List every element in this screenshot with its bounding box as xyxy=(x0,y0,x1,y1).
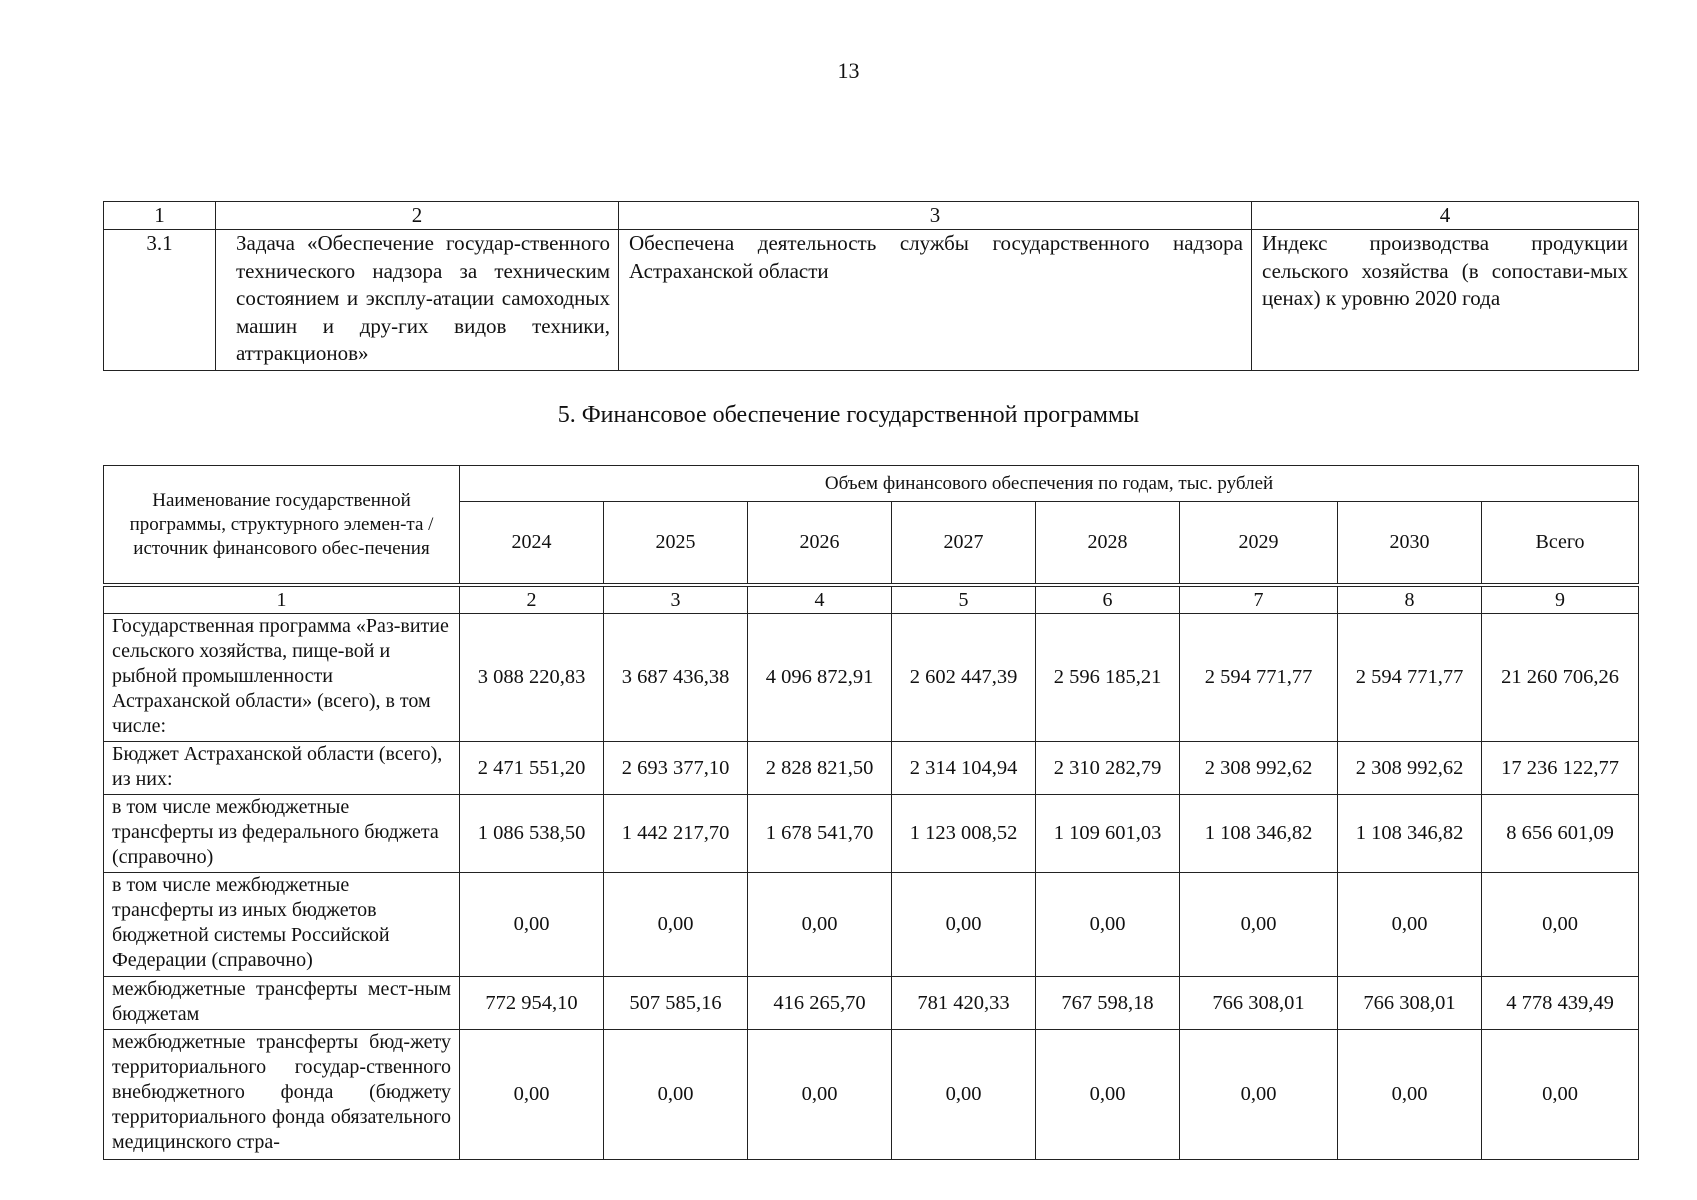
column-number-cell: 5 xyxy=(892,587,1036,614)
value-cell: 1 678 541,70 xyxy=(748,795,892,873)
table-row xyxy=(104,977,1639,1030)
table-row xyxy=(104,742,1639,795)
page-number: 13 xyxy=(837,58,860,83)
column-number-cell: 3 xyxy=(619,202,1252,230)
value-cell: 4 096 872,91 xyxy=(748,614,892,742)
value-cell: 0,00 xyxy=(604,873,748,977)
value-cell: 2 602 447,39 xyxy=(892,614,1036,742)
column-number-cell: 4 xyxy=(1252,202,1639,230)
column-number-cell: 1 xyxy=(104,202,216,230)
value-cell: 2 828 821,50 xyxy=(748,742,892,795)
total-header: Всего xyxy=(1482,502,1639,584)
indicators-header-row xyxy=(104,202,1639,230)
indicator-cell: Индекс производства продукции сельского хозяйства (в сопостави-мых ценах) к уровню 2020 года xyxy=(1252,230,1639,371)
column-number-cell: 3 xyxy=(604,587,748,614)
value-cell: 1 108 346,82 xyxy=(1338,795,1482,873)
table-row xyxy=(104,795,1639,873)
row-label: межбюджетные трансферты мест-ным бюджетам xyxy=(104,977,460,1030)
name-header: Наименование государственной программы, структурного элемен-та / источник финансового обес-печения xyxy=(104,466,460,584)
value-cell: 2 596 185,21 xyxy=(1036,614,1180,742)
task-cell: Задача «Обеспечение государ-ственного технического надзора за техническим состоянием и эксплу-атации самоходных машин и дру-гих видов техники, аттракционов» xyxy=(216,230,619,371)
table-row xyxy=(104,1030,1639,1160)
total-cell: 17 236 122,77 xyxy=(1482,742,1639,795)
value-cell: 0,00 xyxy=(748,873,892,977)
value-cell: 1 123 008,52 xyxy=(892,795,1036,873)
value-cell: 1 109 601,03 xyxy=(1036,795,1180,873)
value-cell: 2 594 771,77 xyxy=(1338,614,1482,742)
value-cell: 781 420,33 xyxy=(892,977,1036,1030)
value-cell: 766 308,01 xyxy=(1338,977,1482,1030)
indicators-table xyxy=(103,201,1639,371)
year-header: 2024 xyxy=(460,502,604,584)
value-cell: 0,00 xyxy=(604,1030,748,1160)
value-cell: 0,00 xyxy=(1036,1030,1180,1160)
value-cell: 2 310 282,79 xyxy=(1036,742,1180,795)
value-cell: 3 088 220,83 xyxy=(460,614,604,742)
value-cell: 0,00 xyxy=(460,873,604,977)
column-numbers-row xyxy=(104,587,1639,614)
value-cell: 3 687 436,38 xyxy=(604,614,748,742)
total-cell: 0,00 xyxy=(1482,1030,1639,1160)
column-number-cell: 9 xyxy=(1482,587,1639,614)
year-header: 2026 xyxy=(748,502,892,584)
table-row xyxy=(104,230,1639,371)
row-number: 3.1 xyxy=(104,230,216,371)
value-cell: 0,00 xyxy=(748,1030,892,1160)
total-cell: 21 260 706,26 xyxy=(1482,614,1639,742)
value-cell: 2 314 104,94 xyxy=(892,742,1036,795)
financing-header-row xyxy=(104,466,1639,502)
total-cell: 0,00 xyxy=(1482,873,1639,977)
value-cell: 2 693 377,10 xyxy=(604,742,748,795)
value-cell: 0,00 xyxy=(892,873,1036,977)
year-header: 2029 xyxy=(1180,502,1338,584)
column-number-cell: 8 xyxy=(1338,587,1482,614)
financing-table xyxy=(103,465,1639,1160)
value-cell: 0,00 xyxy=(892,1030,1036,1160)
table-row xyxy=(104,614,1639,742)
value-cell: 2 471 551,20 xyxy=(460,742,604,795)
value-cell: 0,00 xyxy=(1036,873,1180,977)
value-cell: 416 265,70 xyxy=(748,977,892,1030)
value-cell: 1 108 346,82 xyxy=(1180,795,1338,873)
value-cell: 0,00 xyxy=(1338,1030,1482,1160)
column-number-cell: 1 xyxy=(104,587,460,614)
value-cell: 1 442 217,70 xyxy=(604,795,748,873)
column-number-cell: 4 xyxy=(748,587,892,614)
column-number-cell: 2 xyxy=(216,202,619,230)
volume-header: Объем финансового обеспечения по годам, тыс. рублей xyxy=(460,466,1639,502)
table-row xyxy=(104,873,1639,977)
year-header: 2028 xyxy=(1036,502,1180,584)
value-cell: 0,00 xyxy=(460,1030,604,1160)
column-number-cell: 2 xyxy=(460,587,604,614)
row-label: в том числе межбюджетные трансферты из федерального бюджета (справочно) xyxy=(104,795,460,873)
total-cell: 4 778 439,49 xyxy=(1482,977,1639,1030)
row-label: в том числе межбюджетные трансферты из иных бюджетов бюджетной системы Российской Федерации (справочно) xyxy=(104,873,460,977)
value-cell: 2 308 992,62 xyxy=(1338,742,1482,795)
total-cell: 8 656 601,09 xyxy=(1482,795,1639,873)
value-cell: 507 585,16 xyxy=(604,977,748,1030)
value-cell: 2 308 992,62 xyxy=(1180,742,1338,795)
value-cell: 0,00 xyxy=(1338,873,1482,977)
row-label: Бюджет Астраханской области (всего), из них: xyxy=(104,742,460,795)
column-number-cell: 7 xyxy=(1180,587,1338,614)
year-header: 2027 xyxy=(892,502,1036,584)
year-header: 2030 xyxy=(1338,502,1482,584)
value-cell: 767 598,18 xyxy=(1036,977,1180,1030)
year-header: 2025 xyxy=(604,502,748,584)
value-cell: 2 594 771,77 xyxy=(1180,614,1338,742)
section-title: 5. Финансовое обеспечение государственной программы xyxy=(557,402,1140,428)
row-label: межбюджетные трансферты бюд-жету территориального государ-ственного внебюджетного фонда (бюджету территориального фонда обязательного медицинского стра- xyxy=(104,1030,460,1160)
row-label: Государственная программа «Раз-витие сельского хозяйства, пище-вой и рыбной промышленности Астраханской области» (всего), в том числе: xyxy=(104,614,460,742)
value-cell: 772 954,10 xyxy=(460,977,604,1030)
value-cell: 0,00 xyxy=(1180,1030,1338,1160)
result-cell: Обеспечена деятельность службы государственного надзора Астраханской области xyxy=(619,230,1252,371)
value-cell: 766 308,01 xyxy=(1180,977,1338,1030)
column-number-cell: 6 xyxy=(1036,587,1180,614)
value-cell: 0,00 xyxy=(1180,873,1338,977)
value-cell: 1 086 538,50 xyxy=(460,795,604,873)
